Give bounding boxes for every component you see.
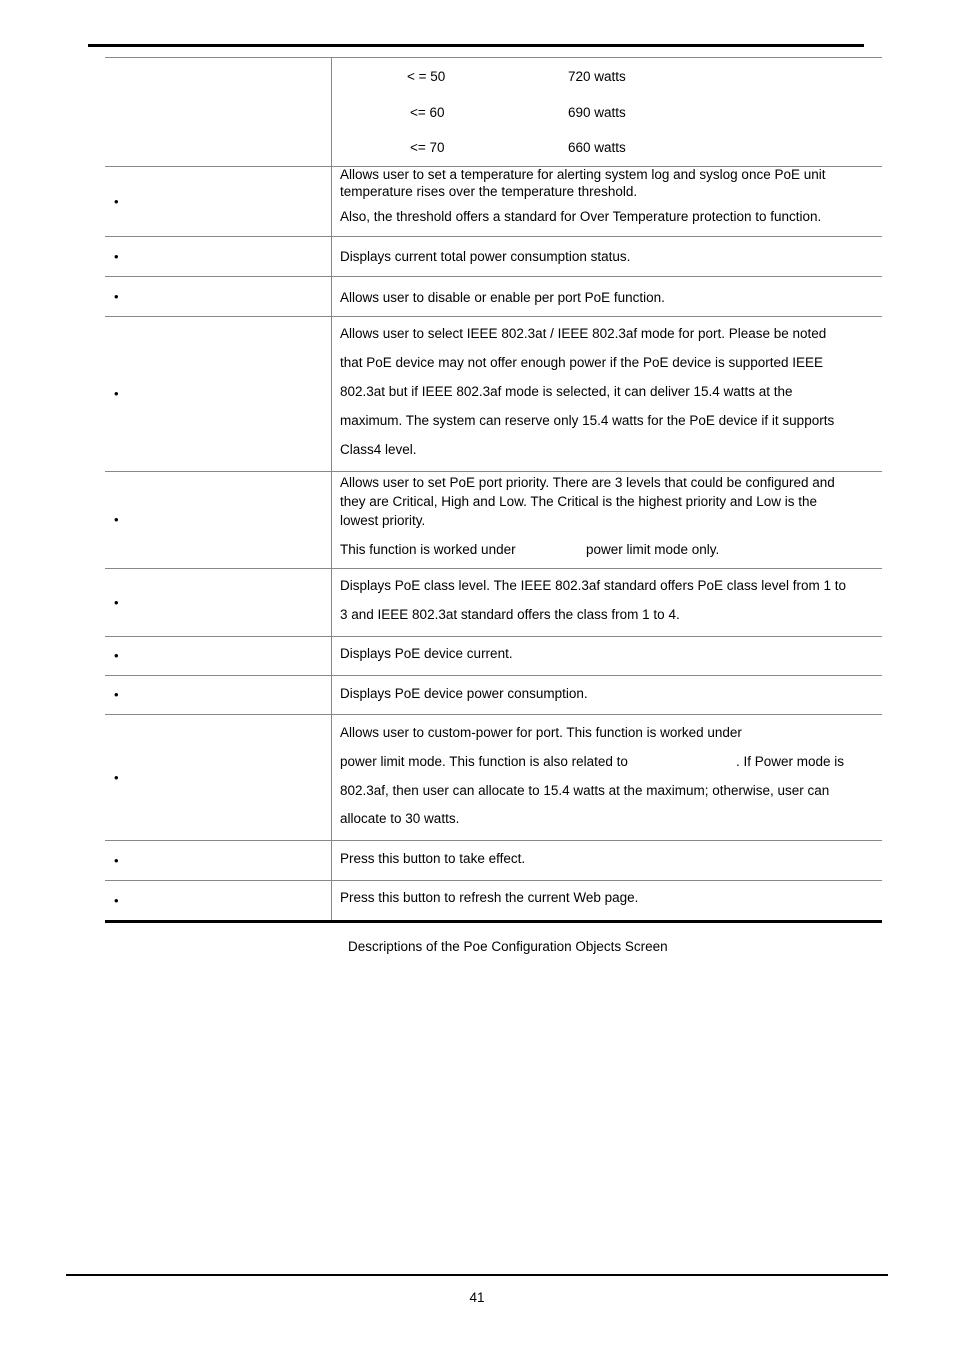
table-caption: Descriptions of the Poe Configuration Objects Screen [348,939,668,954]
description-line: that PoE device may not offer enough power if the PoE device is supported IEEE [340,355,824,370]
description-line: maximum. The system can reserve only 15.4 watts for the PoE device if it supports [340,413,835,428]
row-description-cell [332,317,882,471]
row-label-cell [105,676,332,714]
description-table [105,57,882,923]
table-row-device-power [105,676,882,715]
description-line: Allows user to disable or enable per port PoE function. [340,290,665,305]
page-number: 41 [469,1290,485,1305]
row-description-cell [332,569,882,636]
description-line: temperature rises over the temperature threshold. [340,184,638,199]
description-line: 3 and IEEE 802.3at standard offers the class from 1 to 4. [340,607,680,622]
row-label-cell [105,237,332,276]
row-label-cell [105,715,332,840]
bullet: • [114,686,119,702]
bullet: • [114,769,119,785]
table-row-apply [105,841,882,881]
row-description-cell [332,167,882,236]
bullet: • [114,511,119,527]
bullet: • [114,193,119,209]
description-line: Press this button to take effect. [340,851,526,866]
row-description-cell [332,58,882,166]
row-description-cell [332,715,882,840]
row-description-cell [332,881,882,920]
description-line: This function is worked under [340,542,516,557]
description-line: Allows user to set PoE port priority. There are 3 levels that could be configured and [340,475,835,490]
table-row-port-poe-function [105,277,882,317]
description-line: Displays PoE device power consumption. [340,686,588,701]
table-row-device-current [105,637,882,676]
row-label-cell [105,167,332,236]
row-description-cell [332,237,882,276]
bullet: • [114,892,119,908]
description-line: Displays PoE class level. The IEEE 802.3af standard offers PoE class level from 1 to [340,578,846,593]
row-description-cell [332,676,882,714]
bullet: • [114,594,119,610]
row-label-cell [105,841,332,880]
description-line: Allows user to select IEEE 802.3at / IEEE 802.3af mode for port. Please be noted [340,326,827,341]
bullet: • [114,852,119,868]
row-description-cell [332,637,882,675]
row-description-cell [332,472,882,568]
table-row-poe-class [105,569,882,637]
description-line: power limit mode only. [586,542,720,557]
table-row-temperature-power [105,58,882,167]
description-line: Press this button to refresh the current Web page. [340,890,639,905]
description-line: they are Critical, High and Low. The Critical is the highest priority and Low is the [340,494,817,509]
row-label-cell [105,472,332,568]
table-row-power-mode [105,317,882,472]
power-value: 690 watts [568,105,626,120]
description-line: Allows user to custom-power for port. This function is worked under [340,725,742,740]
temperature-value: <= 70 [410,140,445,155]
bullet: • [114,385,119,401]
description-line: Displays current total power consumption status. [340,249,631,264]
description-line: Also, the threshold offers a standard for Over Temperature protection to function. [340,209,822,224]
power-value: 720 watts [568,69,626,84]
table-row-temperature-threshold [105,167,882,237]
row-description-cell [332,841,882,880]
table-row-custom-power [105,715,882,841]
table-row-total-power [105,237,882,277]
row-label-cell [105,317,332,471]
description-line: Class4 level. [340,442,417,457]
temperature-value: < = 50 [407,69,446,84]
table-bottom-border [105,920,882,923]
table-row-refresh [105,881,882,920]
description-line: Displays PoE device current. [340,646,513,661]
bullet: • [114,248,119,264]
description-line: lowest priority. [340,513,426,528]
row-label-cell [105,569,332,636]
description-line: Allows user to set a temperature for alerting system log and syslog once PoE unit [340,167,826,182]
bullet: • [114,647,119,663]
table-row-priority [105,472,882,569]
description-line: 802.3af, then user can allocate to 15.4 watts at the maximum; otherwise, user can [340,783,830,798]
header-rule [88,44,864,47]
description-line: 802.3at but if IEEE 802.3af mode is selected, it can deliver 15.4 watts at the [340,384,793,399]
row-label-cell [105,277,332,316]
footer-rule [66,1274,888,1276]
row-label-cell [105,637,332,675]
bullet: • [114,288,119,304]
row-description-cell [332,277,882,316]
row-label-cell [105,881,332,920]
description-line: allocate to 30 watts. [340,811,460,826]
description-line: . If Power mode is [736,754,845,769]
row-label-cell [105,58,332,166]
power-value: 660 watts [568,140,626,155]
temperature-value: <= 60 [410,105,445,120]
description-line: power limit mode. This function is also related to [340,754,628,769]
